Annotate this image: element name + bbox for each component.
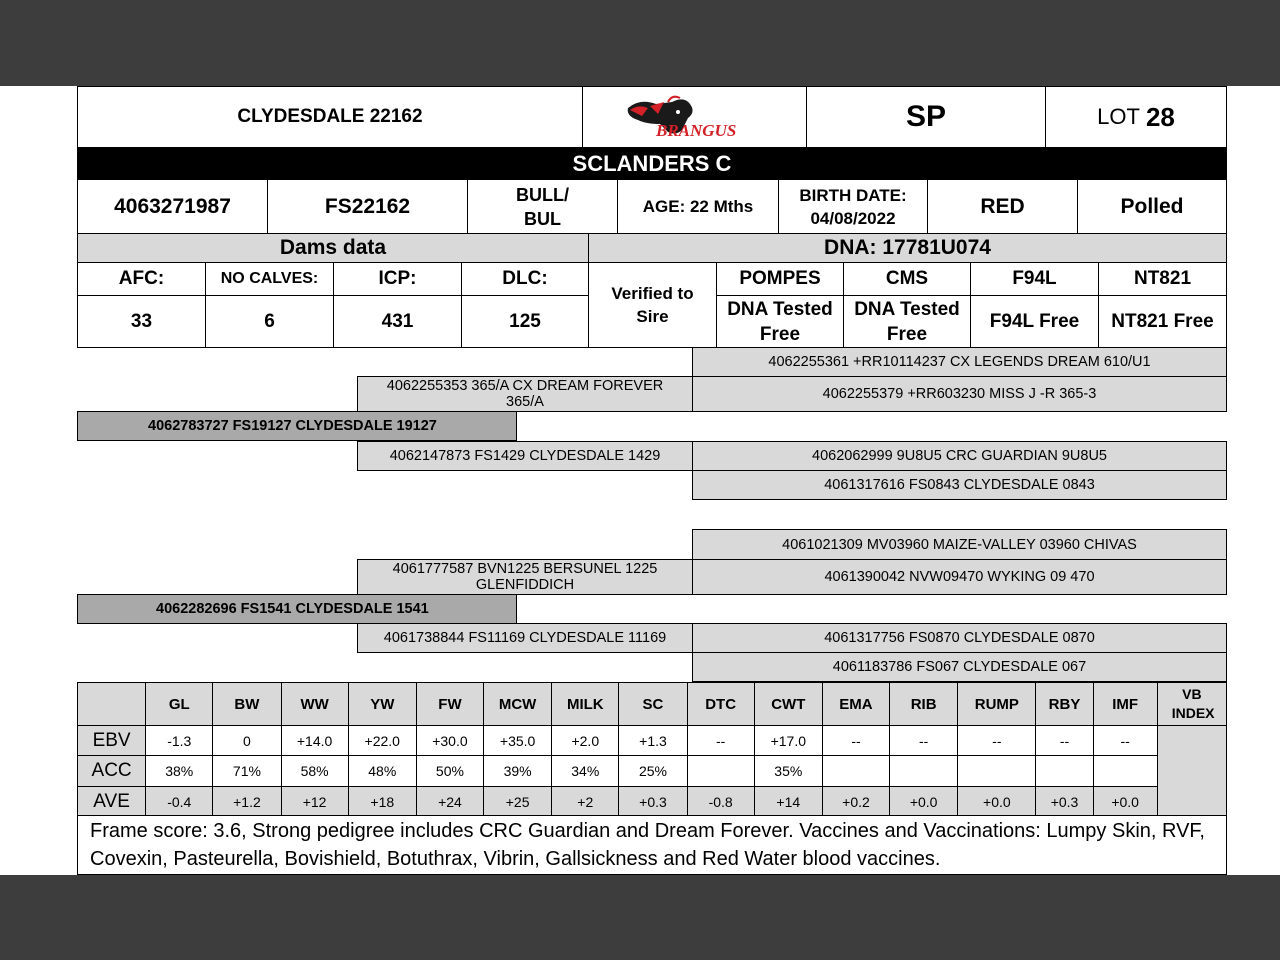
animal-name: CLYDESDALE 22162 bbox=[77, 86, 583, 148]
pedigree-sire: 4062783727 FS19127 CLYDESDALE 19127 bbox=[77, 411, 517, 441]
pedigree-sire-dam: 4062147873 FS1429 CLYDESDALE 1429 bbox=[357, 441, 693, 471]
acc-row bbox=[78, 756, 1227, 787]
dna-value-f94l: F94L Free bbox=[970, 295, 1099, 348]
ave-row-label: AVE bbox=[78, 787, 146, 817]
ebv-value: -- bbox=[958, 726, 1036, 756]
ebv-value: +14.0 bbox=[281, 726, 348, 756]
ave-value: +25 bbox=[484, 787, 552, 817]
animal-id: 4063271987 bbox=[77, 179, 268, 234]
dna-value-nt821: NT821 Free bbox=[1098, 295, 1227, 348]
pedigree-dam-dam-dam: 4061183786 FS067 CLYDESDALE 067 bbox=[692, 652, 1227, 682]
ebv-value: -- bbox=[1036, 726, 1093, 756]
dna-value-cms: DNA Tested Free bbox=[843, 295, 971, 348]
ebv-header-rby: RBY bbox=[1036, 683, 1093, 726]
ave-value: +0.3 bbox=[1036, 787, 1093, 817]
acc-value: 50% bbox=[416, 756, 483, 787]
horn-status: Polled bbox=[1077, 179, 1227, 234]
ebv-header-yw: YW bbox=[348, 683, 416, 726]
ebv-value: -- bbox=[687, 726, 754, 756]
lot-box bbox=[1045, 86, 1227, 148]
ebv-header-fw: FW bbox=[416, 683, 483, 726]
sex: BULL/ BUL bbox=[467, 179, 618, 234]
dams-header-dlc: DLC: bbox=[461, 262, 589, 296]
ebv-value: 0 bbox=[213, 726, 281, 756]
ave-value: -0.8 bbox=[687, 787, 754, 817]
dams-title: Dams data bbox=[77, 233, 589, 263]
bull-head-icon bbox=[620, 94, 770, 140]
ave-value: +0.3 bbox=[619, 787, 687, 817]
pedigree-dam-dam: 4061738844 FS11169 CLYDESDALE 11169 bbox=[357, 623, 693, 653]
dams-header-icp: ICP: bbox=[333, 262, 462, 296]
ebv-value: +1.3 bbox=[619, 726, 687, 756]
ave-row bbox=[78, 787, 1227, 817]
acc-value: 25% bbox=[619, 756, 687, 787]
verified-to-sire: Verified to Sire bbox=[588, 262, 717, 348]
ave-value: +14 bbox=[754, 787, 822, 817]
dams-value-dlc: 125 bbox=[461, 295, 589, 348]
acc-value: 35% bbox=[754, 756, 822, 787]
brangus-logo bbox=[582, 86, 807, 148]
acc-value: 39% bbox=[484, 756, 552, 787]
acc-row-label: ACC bbox=[78, 756, 146, 787]
pedigree-dam-sire: 4061777587 BVN1225 BERSUNEL 1225 GLENFIDDICH bbox=[357, 559, 693, 595]
ebv-table bbox=[77, 682, 1227, 817]
dams-value-calves: 6 bbox=[205, 295, 334, 348]
pedigree-sire-sire-sire: 4062255361 +RR10114237 CX LEGENDS DREAM 610/U1 bbox=[692, 347, 1227, 377]
dams-header-afc: AFC: bbox=[77, 262, 206, 296]
ave-value: +0.0 bbox=[958, 787, 1036, 817]
ebv-value: +30.0 bbox=[416, 726, 483, 756]
vb-index-value bbox=[1157, 726, 1226, 817]
ebv-value: +35.0 bbox=[484, 726, 552, 756]
pedigree-dam-sire-dam: 4061390042 NVW09470 WYKING 09 470 bbox=[692, 559, 1227, 595]
acc-value: 38% bbox=[146, 756, 213, 787]
ebv-header-gl: GL bbox=[146, 683, 213, 726]
pedigree-sire-dam-sire: 4062062999 9U8U5 CRC GUARDIAN 9U8U5 bbox=[692, 441, 1227, 471]
dams-header-calves: NO CALVES: bbox=[205, 262, 334, 296]
ebv-header-ema: EMA bbox=[822, 683, 889, 726]
lot-label: LOT bbox=[1097, 104, 1140, 129]
ebv-value: +22.0 bbox=[348, 726, 416, 756]
ebv-value: +2.0 bbox=[552, 726, 619, 756]
ebv-header-imf: IMF bbox=[1093, 683, 1157, 726]
birth-date-label: BIRTH DATE: bbox=[799, 185, 907, 205]
acc-value: 71% bbox=[213, 756, 281, 787]
ave-value: +18 bbox=[348, 787, 416, 817]
ebv-header-mcw: MCW bbox=[484, 683, 552, 726]
sire-name-bar: SCLANDERS C bbox=[77, 147, 1227, 180]
acc-value: 58% bbox=[281, 756, 348, 787]
dna-header-nt821: NT821 bbox=[1098, 262, 1227, 296]
acc-value bbox=[687, 756, 754, 787]
bottom-dark-band bbox=[0, 875, 1280, 960]
ave-value: -0.4 bbox=[146, 787, 213, 817]
pedigree-sire-dam-dam: 4061317616 FS0843 CLYDESDALE 0843 bbox=[692, 470, 1227, 500]
grade-code: SP bbox=[806, 86, 1046, 148]
acc-value bbox=[1093, 756, 1157, 787]
birth-date: 04/08/2022 bbox=[810, 208, 896, 228]
acc-value bbox=[890, 756, 958, 787]
ave-value: +0.2 bbox=[822, 787, 889, 817]
pedigree-dam-dam-sire: 4061317756 FS0870 CLYDESDALE 0870 bbox=[692, 623, 1227, 653]
ebv-header-vb-index: VB INDEX bbox=[1157, 683, 1226, 726]
acc-value bbox=[958, 756, 1036, 787]
ebv-header-sc: SC bbox=[619, 683, 687, 726]
ebv-header-bw: BW bbox=[213, 683, 281, 726]
ebv-header-milk: MILK bbox=[552, 683, 619, 726]
dams-value-afc: 33 bbox=[77, 295, 206, 348]
ebv-header-dtc: DTC bbox=[687, 683, 754, 726]
ebv-header-ww: WW bbox=[281, 683, 348, 726]
ave-value: +2 bbox=[552, 787, 619, 817]
ebv-value: -- bbox=[890, 726, 958, 756]
ave-value: +1.2 bbox=[213, 787, 281, 817]
logo-text: BRANGUS bbox=[655, 121, 736, 140]
dna-value-pompes: DNA Tested Free bbox=[716, 295, 844, 348]
dams-value-icp: 431 bbox=[333, 295, 462, 348]
ebv-header-rib: RIB bbox=[890, 683, 958, 726]
ebv-row bbox=[78, 726, 1227, 756]
acc-value: 34% bbox=[552, 756, 619, 787]
pedigree-sire-sire: 4062255353 365/A CX DREAM FOREVER 365/A bbox=[357, 376, 693, 412]
ebv-header-rump: RUMP bbox=[958, 683, 1036, 726]
dna-header-pompes: POMPES bbox=[716, 262, 844, 296]
ebv-header-row bbox=[78, 683, 1227, 726]
top-dark-band bbox=[0, 0, 1280, 86]
ave-value: +12 bbox=[281, 787, 348, 817]
pedigree-dam: 4062282696 FS1541 CLYDESDALE 1541 bbox=[77, 594, 517, 624]
acc-value bbox=[1036, 756, 1093, 787]
ave-value: +0.0 bbox=[890, 787, 958, 817]
ebv-corner-cell bbox=[78, 683, 146, 726]
acc-value: 48% bbox=[348, 756, 416, 787]
tattoo: FS22162 bbox=[267, 179, 468, 234]
ave-value: +0.0 bbox=[1093, 787, 1157, 817]
ebv-value: -- bbox=[822, 726, 889, 756]
ebv-value: -1.3 bbox=[146, 726, 213, 756]
color: RED bbox=[927, 179, 1078, 234]
dna-title: DNA: 17781U074 bbox=[588, 233, 1227, 263]
dna-header-cms: CMS bbox=[843, 262, 971, 296]
age: AGE: 22 Mths bbox=[617, 179, 779, 234]
ave-value: +24 bbox=[416, 787, 483, 817]
lot-number: 28 bbox=[1145, 101, 1175, 132]
notes: Frame score: 3.6, Strong pedigree includes CRC Guardian and Dream Forever. Vaccines and Vaccinations: Lumpy Skin, RVF, Covexin, Pasteurella, Bovishield, Botuthrax, Vibrin, Gallsickness and Red Water blood vaccines. bbox=[77, 815, 1227, 875]
acc-value bbox=[822, 756, 889, 787]
ebv-value: +17.0 bbox=[754, 726, 822, 756]
pedigree-dam-sire-sire: 4061021309 MV03960 MAIZE-VALLEY 03960 CHIVAS bbox=[692, 529, 1227, 560]
ebv-header-cwt: CWT bbox=[754, 683, 822, 726]
birth-date-box bbox=[778, 179, 928, 234]
ebv-value: -- bbox=[1093, 726, 1157, 756]
pedigree-sire-sire-dam: 4062255379 +RR603230 MISS J -R 365-3 bbox=[692, 376, 1227, 412]
ebv-row-label: EBV bbox=[78, 726, 146, 756]
dna-header-f94l: F94L bbox=[970, 262, 1099, 296]
